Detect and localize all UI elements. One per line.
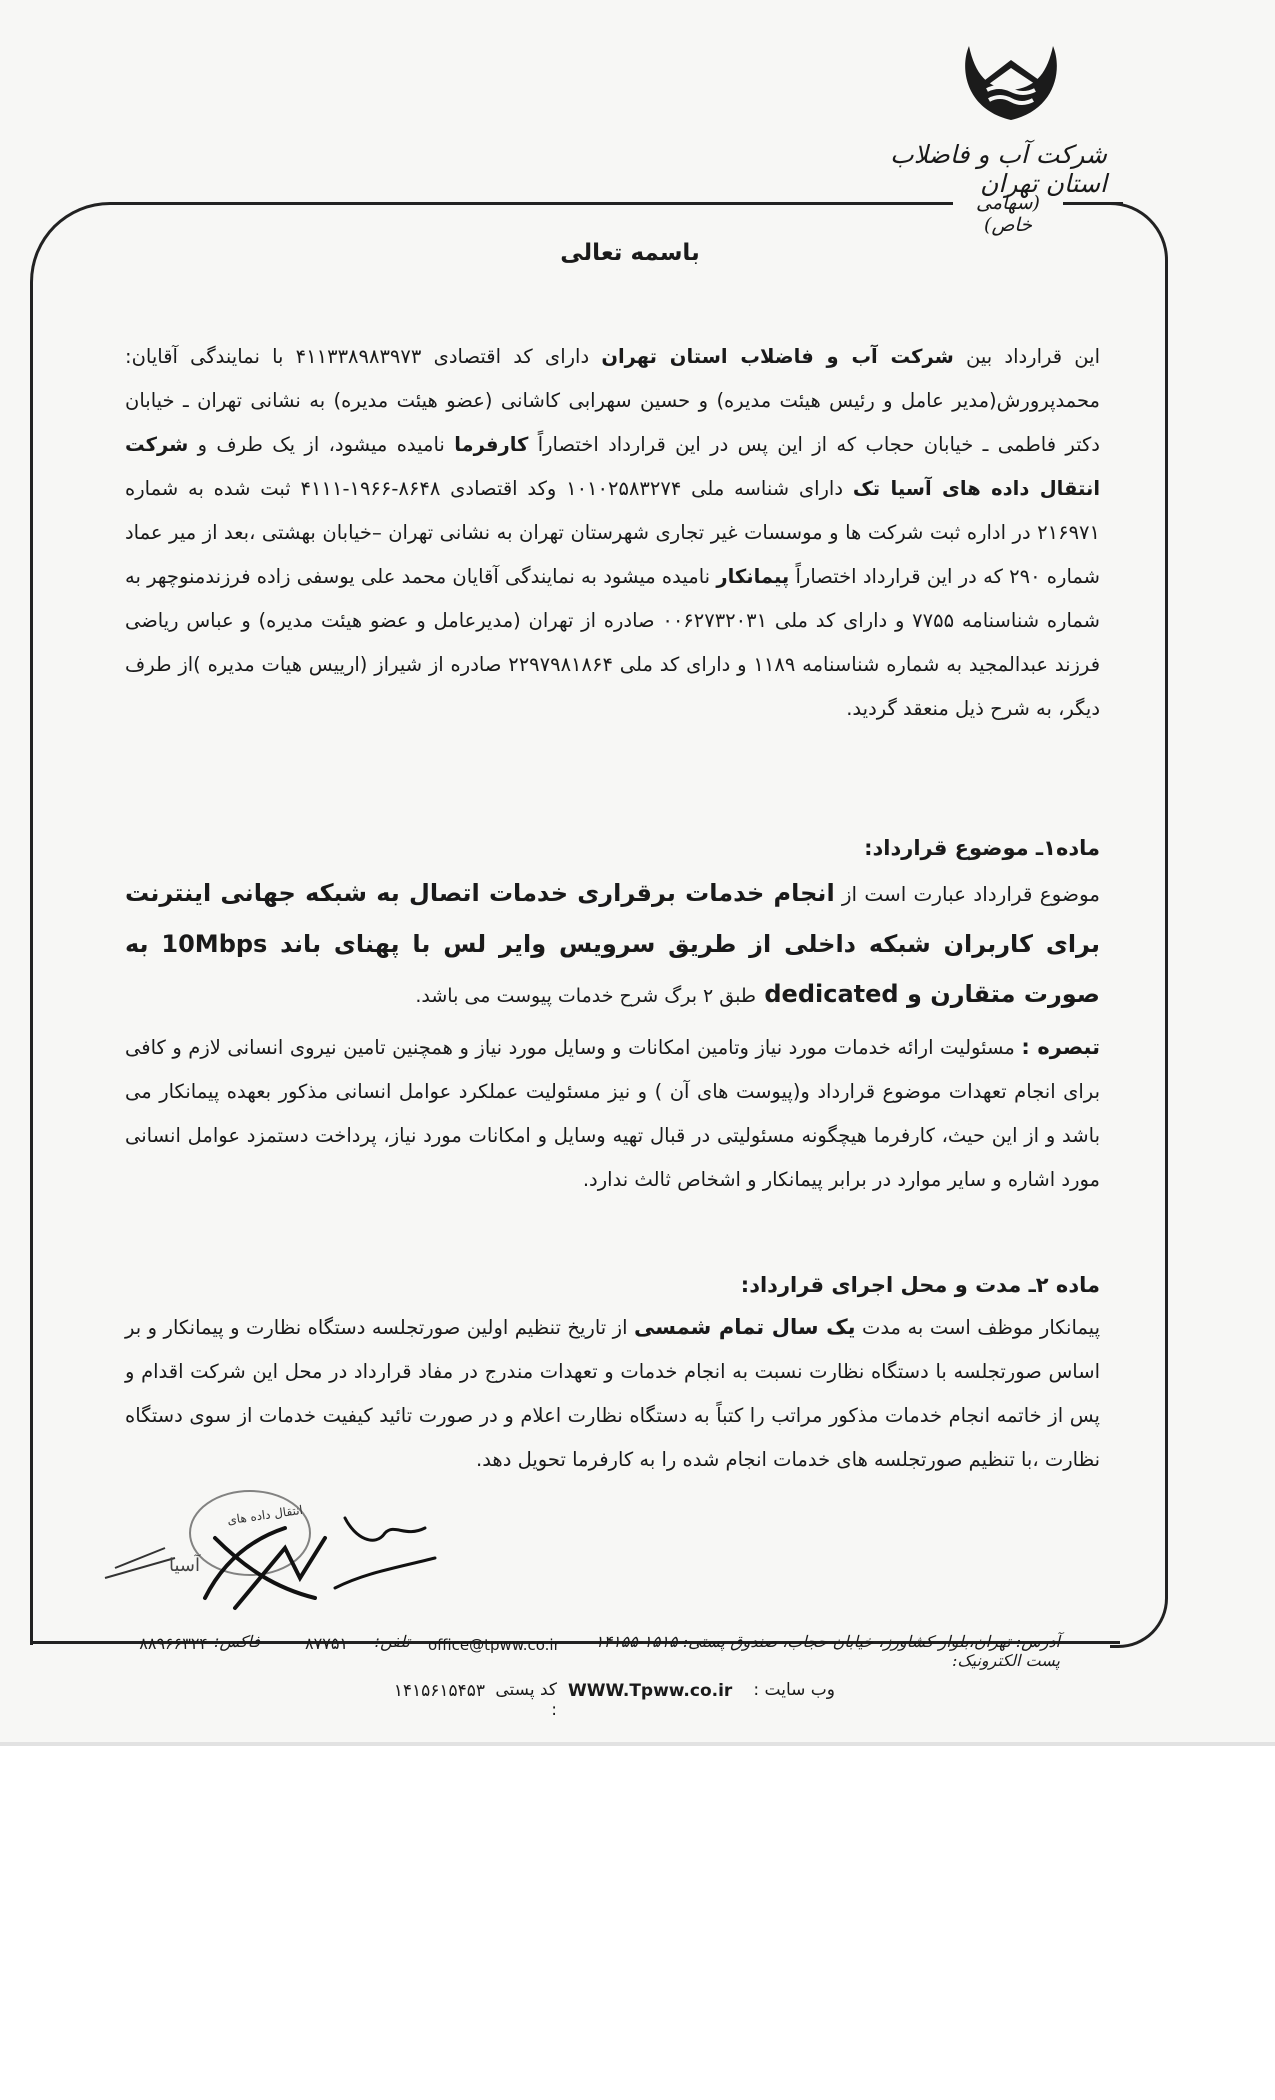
footer-website[interactable]: WWW.Tpww.co.ir <box>568 1681 733 1701</box>
article-1-subject <box>125 868 1100 1021</box>
note-text: مسئولیت ارائه خدمات مورد نیاز وتامین امکانات و وسایل مورد نیاز و همچنین تامین نیروی انسانی لازم و کافی برای انجام تعهدات موضوع قرارداد و(پیوست های آن ) و نیز مسئولیت عملکرد عوامل انسانی مذکور بعهده پیمانکار می باشد و از این حیث، کارفرما هیچگونه مسئولیتی در قبال تهیه وسایل و امکانات مورد نیاز، پرداخت دستمزد عوامل انسانی مورد اشاره و سایر موارد در برابر پیمانکار و اشخاص ثالث ندارد. <box>125 1036 1100 1191</box>
article-1-text-1: موضوع قرارداد عبارت است از <box>834 882 1100 906</box>
signatures-stamp-icon <box>85 1478 455 1628</box>
footer-postal-code: ۱۴۱۵۶۱۵۴۵۳ <box>393 1681 485 1701</box>
footer-phone-label: تلفن: <box>374 1632 410 1651</box>
article-1-subject-bold: انجام خدمات برقراری خدمات اتصال به شبکه جهانی اینترنت برای کاربران شبکه داخلی از طریق سرویس وایر لس با پهنای باند 10Mbps به صورت متقارن و dedicated <box>125 879 1100 1008</box>
footer-fax-label: فاکس: <box>214 1632 260 1651</box>
footer-address: آدرس: تهران،بلوار کشاورز، خیابان حجاب، صندوق پستی: ۱۵۱۵-۱۴۱۵۵ پست الکترونیک: <box>594 1632 1060 1670</box>
intro-section <box>125 335 1100 731</box>
footer-website-label: وب سایت : <box>753 1680 835 1700</box>
article-2-paragraph <box>125 1305 1100 1482</box>
article-2-text-2: از تاریخ تنظیم اولین صورتجلسه دستگاه نظارت و پیمانکار و بر اساس صورتجلسه با دستگاه نظارت نسبت به انجام خدمات و تعهدات مندرج در مفاد قرارداد در محل این شرکت اقدام و پس از خاتمه انجام خدمات مذکور مراتب را کتباً به دستگاه نظارت اعلام و در صورت تائید کیفیت خدمات از سوی دستگاه نظارت ،با تنظیم صورتجلسه های خدمات انجام شده را به کارفرما تحویل دهد. <box>125 1316 1100 1471</box>
footer-phone: ۸۷۷۵۱ <box>305 1634 348 1653</box>
article-2-duration: یک سال تمام شمسی <box>633 1315 856 1339</box>
article-1-section <box>125 828 1100 1202</box>
intro-text-5: نامیده میشود به نمایندگی آقایان محمد علی یوسفی زاده فرزندمنوچهر به شماره شناسنامه ۷۷۵۵ و دارای کد ملی ۰۰۶۲۷۳۲۰۳۱ صادره از تهران (مدیرعامل و عضو هیئت مدیره) و عباس ریاضی فرزند عبدالمجید به شماره شناسنامه ۱۱۸۹ و دارای کد ملی ۲۲۹۷۹۸۱۸۶۴ صادره از شیراز (ارییس هیات مدیره )از طرف دیگر، به شرح ذیل منعقد گردید. <box>125 565 1101 720</box>
intro-text-4: دارای شناسه ملی ۱۰۱۰۲۵۸۳۲۷۴ وکد اقتصادی ۸۶۴۸-۱۹۶۶-۴۱۱۱ ثبت شده به شماره ۲۱۶۹۷۱ در اداره ثبت شرکت ها و موسسات غیر تجاری شهرستان تهران به نشانی تهران –خیابان بهشتی ،بعد از میر عماد شماره ۲۹۰ که در این قرارداد اختصاراً <box>125 477 1100 588</box>
article-1-note <box>125 1025 1100 1202</box>
stamp-text: انتقال داده های <box>226 1502 304 1528</box>
company-type: (سهامی خاص) <box>976 192 1040 236</box>
stamp-left-text: آسیا <box>169 1555 200 1576</box>
article-1-text-2: طبق ۲ برگ شرح خدمات پیوست می باشد. <box>415 985 757 1007</box>
footer-email[interactable]: office@tpww.co.ir <box>428 1636 560 1654</box>
header-rule <box>565 202 953 205</box>
article-2-section <box>125 1265 1100 1482</box>
company-name: شرکت آب و فاضلاب استان تهران <box>890 140 1107 198</box>
company-logo-icon <box>955 40 1067 125</box>
footer-postal-label: کد پستی : <box>495 1680 557 1720</box>
page-frame-right <box>1110 202 1168 1648</box>
article-1-heading: ماده۱ـ موضوع قرارداد: <box>864 836 1100 860</box>
document-title: باسمه تعالی <box>560 240 700 266</box>
note-label: تبصره : <box>1021 1035 1100 1059</box>
contractor-term: پیمانکار <box>716 565 790 588</box>
intro-text-1: این قرارداد بین <box>953 345 1100 368</box>
article-2-text-1: پیمانکار موظف است به مدت <box>855 1316 1100 1339</box>
employer-name: شرکت آب و فاضلاب استان تهران <box>601 345 954 368</box>
intro-paragraph <box>125 335 1100 731</box>
scan-edge-divider <box>0 1742 1275 1746</box>
contractor-name: شرکت انتقال داده های آسیا تک <box>125 433 1101 500</box>
intro-text-3: نامیده میشود، از یک طرف و <box>188 433 455 456</box>
employer-term: کارفرما <box>454 433 529 456</box>
intro-text-2: دارای کد اقتصادی ۴۱۱۳۳۸۹۸۳۹۷۳ با نمایندگی آقایان: محمدپرورش(مدیر عامل و رئیس هیئت مدیره) و حسین سهرابی کاشانی (عضو هیئت مدیره) به نشانی تهران ـ خیابان دکتر فاطمی ـ خیابان حجاب که از این پس در این قرارداد اختصاراً <box>125 345 1100 456</box>
article-2-heading: ماده ۲ـ مدت و محل اجرای قرارداد: <box>740 1273 1100 1297</box>
footer-fax: ۸۸۹۶۶۳۲۴ <box>139 1634 208 1653</box>
